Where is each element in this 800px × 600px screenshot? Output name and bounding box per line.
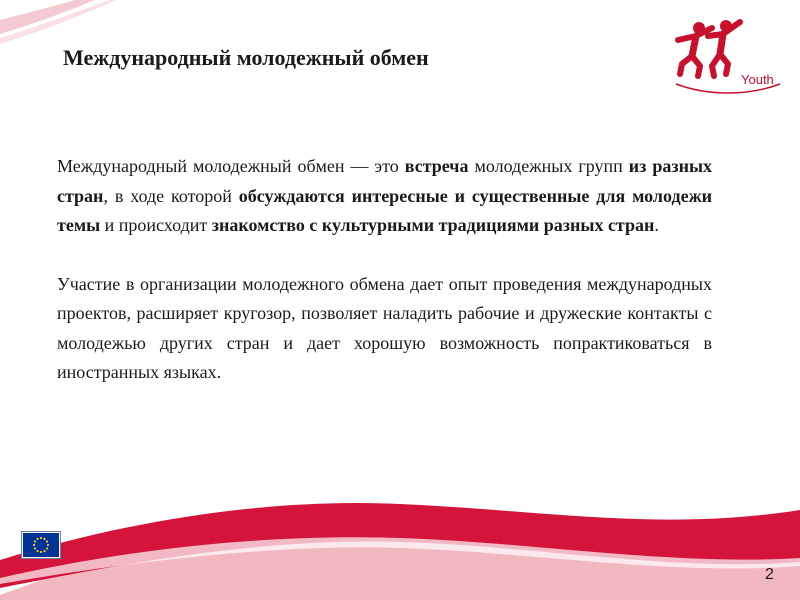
- eu-flag-icon: [22, 532, 60, 558]
- paragraph-benefits: Участие в организации молодежного обмена дает опыт проведения международных проектов, расширяет кругозор, позволяет наладить рабочие и дружеские контакты с молодежью других стран и дает хорошую возможность попрактиковаться в иностранных языках.: [57, 273, 712, 382]
- eu-stars-icon: [23, 533, 59, 557]
- text-span: и происходит: [100, 215, 212, 235]
- text-span: Международный молодежный обмен — это: [57, 156, 405, 176]
- text-span: .: [654, 215, 659, 235]
- paragraph-definition: [57, 152, 712, 241]
- page-number: 2: [765, 566, 774, 583]
- text-span: , в ходе которой: [103, 185, 239, 206]
- bold-span: из разных стран: [57, 156, 712, 206]
- bold-span: знакомство с культурными традициями разных стран: [211, 215, 655, 235]
- bold-span: встреча: [404, 156, 469, 176]
- bold-span: обсуждаются интересные и существенные для молодежи темы: [57, 185, 712, 235]
- logo-text: Youth: [741, 72, 774, 87]
- text-span: молодежных групп: [468, 156, 629, 176]
- body-text: [57, 152, 712, 388]
- bottom-wave-decoration: [0, 480, 800, 600]
- slide-title: Международный молодежный обмен: [63, 45, 429, 70]
